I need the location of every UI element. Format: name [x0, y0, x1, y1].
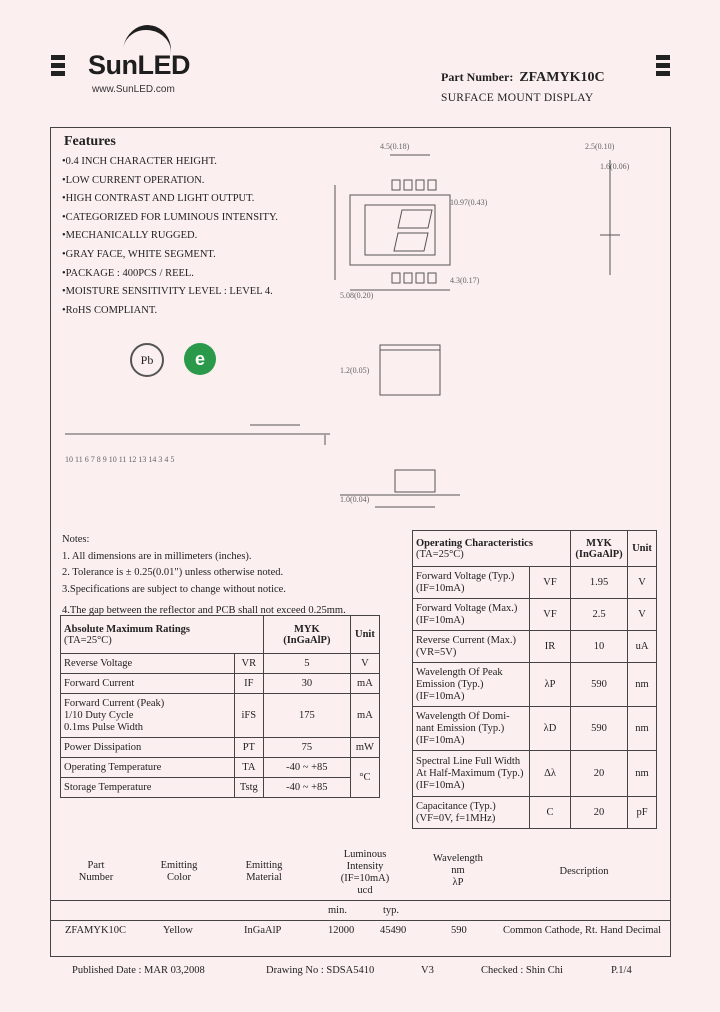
col-header-material: Emitting Material	[245, 860, 283, 883]
package-dimension-drawing	[320, 135, 665, 525]
note-item: 3.Specifications are subject to change without notice.	[62, 583, 286, 595]
feature-item: •CATEGORIZED FOR LUMINOUS INTENSITY.	[62, 211, 278, 223]
circuit-diagram	[60, 420, 340, 465]
table-row: Power Dissipation PT 75 mW	[61, 738, 380, 758]
logo-mark	[51, 55, 65, 60]
drawing-number: Drawing No : SDSA5410	[266, 965, 375, 976]
logo-mark	[656, 71, 670, 76]
svg-text:5.08(0.20): 5.08(0.20)	[340, 291, 374, 300]
svg-text:1.2(0.05): 1.2(0.05)	[340, 366, 370, 375]
absolute-max-ratings-table	[60, 615, 380, 798]
note-item: 2. Tolerance is ± 0.25(0.01") unless otherwise noted.	[62, 567, 284, 578]
col-header-description: Description	[559, 866, 609, 877]
table-header: MYK (InGaAlP)	[571, 531, 628, 567]
table-row: Reverse Voltage VR 5 V	[61, 654, 380, 674]
col-header-typ: typ.	[383, 905, 400, 916]
feature-item: •0.4 INCH CHARACTER HEIGHT.	[62, 156, 217, 167]
features-title: Features	[64, 134, 116, 149]
svg-text:2.5(0.10): 2.5(0.10)	[585, 142, 615, 151]
divider	[50, 920, 670, 921]
svg-text:4.5(0.18): 4.5(0.18)	[380, 142, 410, 151]
col-header-luminous-intensity: Luminous Intensity (IF=10mA) ucd	[340, 849, 390, 896]
table-header: Unit	[628, 531, 657, 567]
min-intensity-cell: 12000	[328, 925, 355, 936]
feature-item: •HIGH CONTRAST AND LIGHT OUTPUT.	[62, 193, 255, 205]
page-number: P.1/4	[611, 965, 632, 976]
feature-item: •LOW CURRENT OPERATION.	[62, 174, 205, 186]
svg-text:4.3(0.17): 4.3(0.17)	[450, 276, 480, 285]
table-row: Wavelength Of Domi- nant Emission (Typ.) (IF=10mA) λD 590 nm	[413, 707, 657, 751]
col-header-color: Emitting Color	[160, 860, 198, 883]
svg-text:10.97(0.43): 10.97(0.43)	[450, 198, 488, 207]
note-item: 1. All dimensions are in millimeters (inches).	[62, 550, 252, 562]
svg-text:1.0(0.04): 1.0(0.04)	[340, 495, 370, 504]
note-item: 4.The gap between the reflector and PCB shall not exceed 0.25mm.	[62, 605, 346, 616]
logo-mark	[51, 71, 65, 76]
logo-mark	[656, 63, 670, 68]
part-number-cell: ZFAMYK10C	[65, 925, 127, 936]
table-row: Capacitance (Typ.) (VF=0V, f=1MHz) C 20 pF	[413, 797, 657, 829]
feature-item: •PACKAGE : 400PCS / REEL.	[62, 267, 194, 279]
operating-characteristics-table	[412, 530, 657, 829]
col-header-wavelength: Wavelength nm λP	[433, 853, 483, 888]
table-row: Operating Temperature TA -40 ~ +85 °C	[61, 758, 380, 778]
svg-text:10 11 6 7 8 9 10 11 12: 10 11 6 7 8 9 10 11 12 13 14 3 4 5	[65, 455, 175, 464]
description-cell: Common Cathode, Rt. Hand Decimal	[503, 925, 662, 936]
features-list	[62, 153, 278, 320]
pb-free-icon: Pb	[130, 343, 164, 377]
table-row: Forward Voltage (Max.) (IF=10mA) VF 2.5 V	[413, 599, 657, 631]
col-header-min: min.	[328, 905, 347, 916]
table-header: Unit	[350, 616, 379, 654]
feature-item: •MOISTURE SENSITIVITY LEVEL : LEVEL 4.	[62, 286, 273, 298]
logo-mark	[656, 55, 670, 60]
part-number: Part Number: ZFAMYK10C	[441, 70, 605, 85]
table-header: MYK (InGaAlP)	[263, 616, 350, 654]
version: V3	[421, 965, 434, 976]
feature-item: •RoHS COMPLIANT.	[62, 304, 158, 316]
table-row: Forward Current IF 30 mA	[61, 674, 380, 694]
material-cell: InGaAlP	[244, 925, 282, 936]
col-header-part: Part Number	[78, 860, 114, 883]
table-header: Absolute Maximum Ratings (TA=25°C)	[61, 616, 264, 654]
divider	[50, 900, 670, 901]
eco-icon: e	[184, 343, 216, 375]
table-row: Wavelength Of Peak Emission (Typ.) (IF=10mA) λP 590 nm	[413, 663, 657, 707]
logo-mark	[51, 63, 65, 68]
document-subtitle: SURFACE MOUNT DISPLAY	[441, 92, 594, 104]
wavelength-cell: 590	[451, 925, 467, 936]
table-row: Forward Current (Peak) 1/10 Duty Cycle 0.1ms Pulse Width iFS 175 mA	[61, 694, 380, 738]
notes	[62, 532, 346, 620]
table-row: Spectral Line Full Width At Half-Maximum (Typ.) (IF=10mA) Δλ 20 nm	[413, 751, 657, 797]
table-header: Operating Characteristics (TA=25°C)	[413, 531, 571, 567]
published-date: Published Date : MAR 03,2008	[72, 965, 205, 976]
typ-intensity-cell: 45490	[380, 925, 407, 936]
svg-text:1.6(0.06): 1.6(0.06)	[600, 162, 630, 171]
color-cell: Yellow	[163, 925, 193, 936]
website-link[interactable]: www.SunLED.com	[92, 84, 175, 95]
notes-title: Notes:	[62, 534, 90, 545]
feature-item: •GRAY FACE, WHITE SEGMENT.	[62, 248, 216, 260]
feature-item: •MECHANICALLY RUGGED.	[62, 230, 198, 242]
table-row: Storage Temperature Tstg -40 ~ +85	[61, 778, 380, 798]
table-row: Forward Voltage (Typ.) (IF=10mA) VF 1.95 V	[413, 567, 657, 599]
checked-by: Checked : Shin Chi	[481, 965, 563, 976]
brand-logo: SunLED	[88, 50, 190, 80]
table-row: Reverse Current (Max.) (VR=5V) IR 10 uA	[413, 631, 657, 663]
